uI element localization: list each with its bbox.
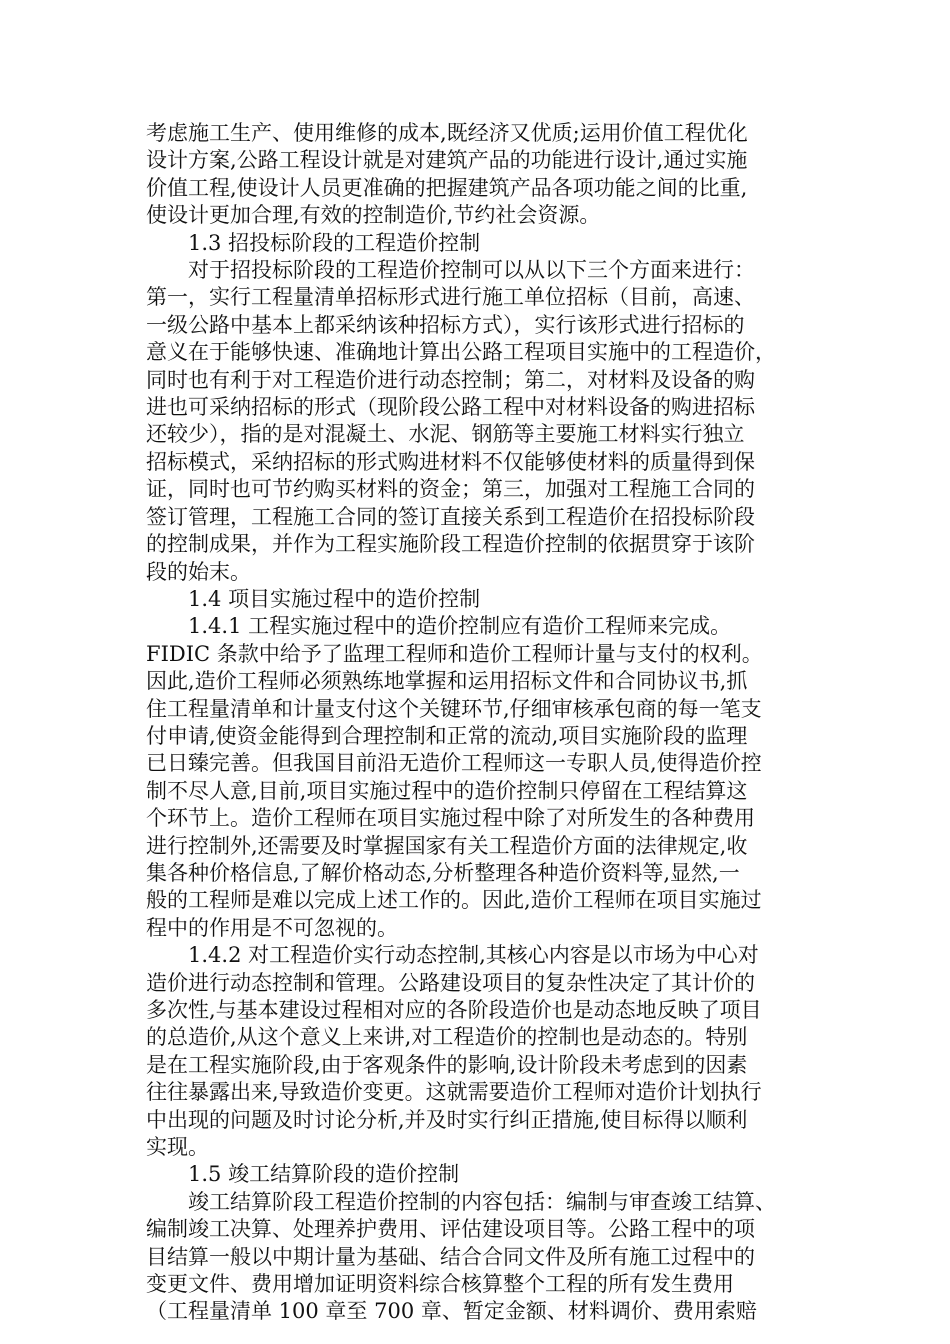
text-line: 付申请,使资金能得到合理控制和正常的流动,项目实施阶段的监理: [146, 723, 748, 748]
text-line: 制不尽人意,目前,项目实施过程中的造价控制只停留在工程结算这: [146, 778, 748, 803]
text-line: 招标模式，采纳招标的形式购进材料不仅能够使材料的质量得到保: [146, 449, 755, 474]
text-line: 实现。: [146, 1135, 209, 1160]
text-line: 多次性,与基本建设过程相对应的各阶段造价也是动态地反映了项目: [146, 998, 762, 1022]
text-line: 设计方案,公路工程设计就是对建筑产品的功能进行设计,通过实施: [146, 148, 748, 173]
section-heading-1-4-1: 1.4.1 工程实施过程中的造价控制应有造价工程师来完成。: [188, 614, 732, 639]
text-line: 进也可采纳招标的形式（现阶段公路工程中对材料设备的购进招标: [146, 395, 755, 420]
text-line: 签订管理，工程施工合同的签订直接关系到工程造价在招投标阶段: [146, 504, 755, 529]
text-line: 因此,造价工程师必须熟练地掌握和运用招标文件和合同协议书,抓: [146, 669, 748, 694]
text-line: FIDIC 条款中给予了监理工程师和造价工程师计量与支付的权利。: [146, 641, 763, 666]
document-body: [146, 120, 811, 1326]
text-line: 的总造价,从这个意义上来讲,对工程造价的控制也是动态的。特别: [146, 1025, 748, 1050]
section-heading-1-4: 1.4 项目实施过程中的造价控制: [188, 586, 481, 611]
text-line: 一级公路中基本上都采纳该种招标方式），实行该形式进行招标的: [146, 312, 745, 337]
text-line: 目结算一般以中期计量为基础、结合合同文件及所有施工过程中的: [146, 1244, 755, 1269]
text-line: 意义在于能够快速、准确地计算出公路工程项目实施中的工程造价，: [146, 340, 776, 365]
text-line: 使设计更加合理,有效的控制造价,节约社会资源。: [146, 203, 601, 228]
section-heading-1-4-2: 1.4.2 对工程造价实行动态控制,其核心内容是以市场为中心对: [188, 943, 759, 968]
text-line: 价值工程,使设计人员更准确的把握建筑产品各项功能之间的比重,: [146, 175, 748, 200]
text-line: 考虑施工生产、使用维修的成本,既经济又优质;运用价值工程优化: [146, 121, 748, 145]
text-line: 造价进行动态控制和管理。公路建设项目的复杂性决定了其计价的: [146, 970, 755, 995]
text-line: （工程量清单 100 章至 700 章、暂定金额、材料调价、费用索赔: [146, 1299, 757, 1324]
text-line: 的控制成果，并作为工程实施阶段工程造价控制的依据贯穿于该阶: [146, 532, 755, 557]
section-heading-1-5: 1.5 竣工结算阶段的造价控制: [188, 1162, 460, 1187]
text-line: 同时也有利于对工程造价进行动态控制；第二，对材料及设备的购: [146, 367, 755, 392]
text-line: 段的始末。: [146, 559, 251, 584]
text-line: 中出现的问题及时讨论分析,并及时实行纠正措施,使目标得以顺利: [146, 1107, 748, 1132]
text-line: 第一，实行工程量清单招标形式进行施工单位招标（目前，高速、: [146, 285, 755, 310]
text-line: 往往暴露出来,导致造价变更。这就需要造价工程师对造价计划执行: [146, 1080, 762, 1105]
text-line: 竣工结算阶段工程造价控制的内容包括：编制与审查竣工结算、: [188, 1189, 776, 1214]
text-line: 般的工程师是难以完成上述工作的。因此,造价工程师在项目实施过: [146, 888, 762, 913]
text-line: 已日臻完善。但我国目前沿无造价工程师这一专职人员,使得造价控: [146, 751, 762, 776]
text-line: 变更文件、费用增加证明资料综合核算整个工程的所有发生费用: [146, 1272, 734, 1297]
text-line: 集各种价格信息,了解价格动态,分析整理各种造价资料等,显然,一: [146, 860, 740, 885]
text-line: 对于招投标阶段的工程造价控制可以从以下三个方面来进行：: [188, 258, 755, 283]
text-line: 是在工程实施阶段,由于客观条件的影响,设计阶段未考虑到的因素: [146, 1052, 748, 1077]
text-line: 个环节上。造价工程师在项目实施过程中除了对所发生的各种费用: [146, 806, 755, 831]
text-line: 编制竣工决算、处理养护费用、评估建设项目等。公路工程中的项: [146, 1217, 755, 1242]
text-line: 程中的作用是不可忽视的。: [146, 915, 398, 940]
text-line: 住工程量清单和计量支付这个关键环节,仔细审核承包商的每一笔支: [146, 696, 762, 721]
text-line: 进行控制外,还需要及时掌握国家有关工程造价方面的法律规定,收: [146, 833, 748, 858]
section-heading-1-3: 1.3 招投标阶段的工程造价控制: [188, 230, 481, 255]
text-line: 还较少），指的是对混凝土、水泥、钢筋等主要施工材料实行独立: [146, 422, 745, 447]
text-line: 证，同时也可节约购买材料的资金；第三，加强对工程施工合同的: [146, 477, 755, 502]
